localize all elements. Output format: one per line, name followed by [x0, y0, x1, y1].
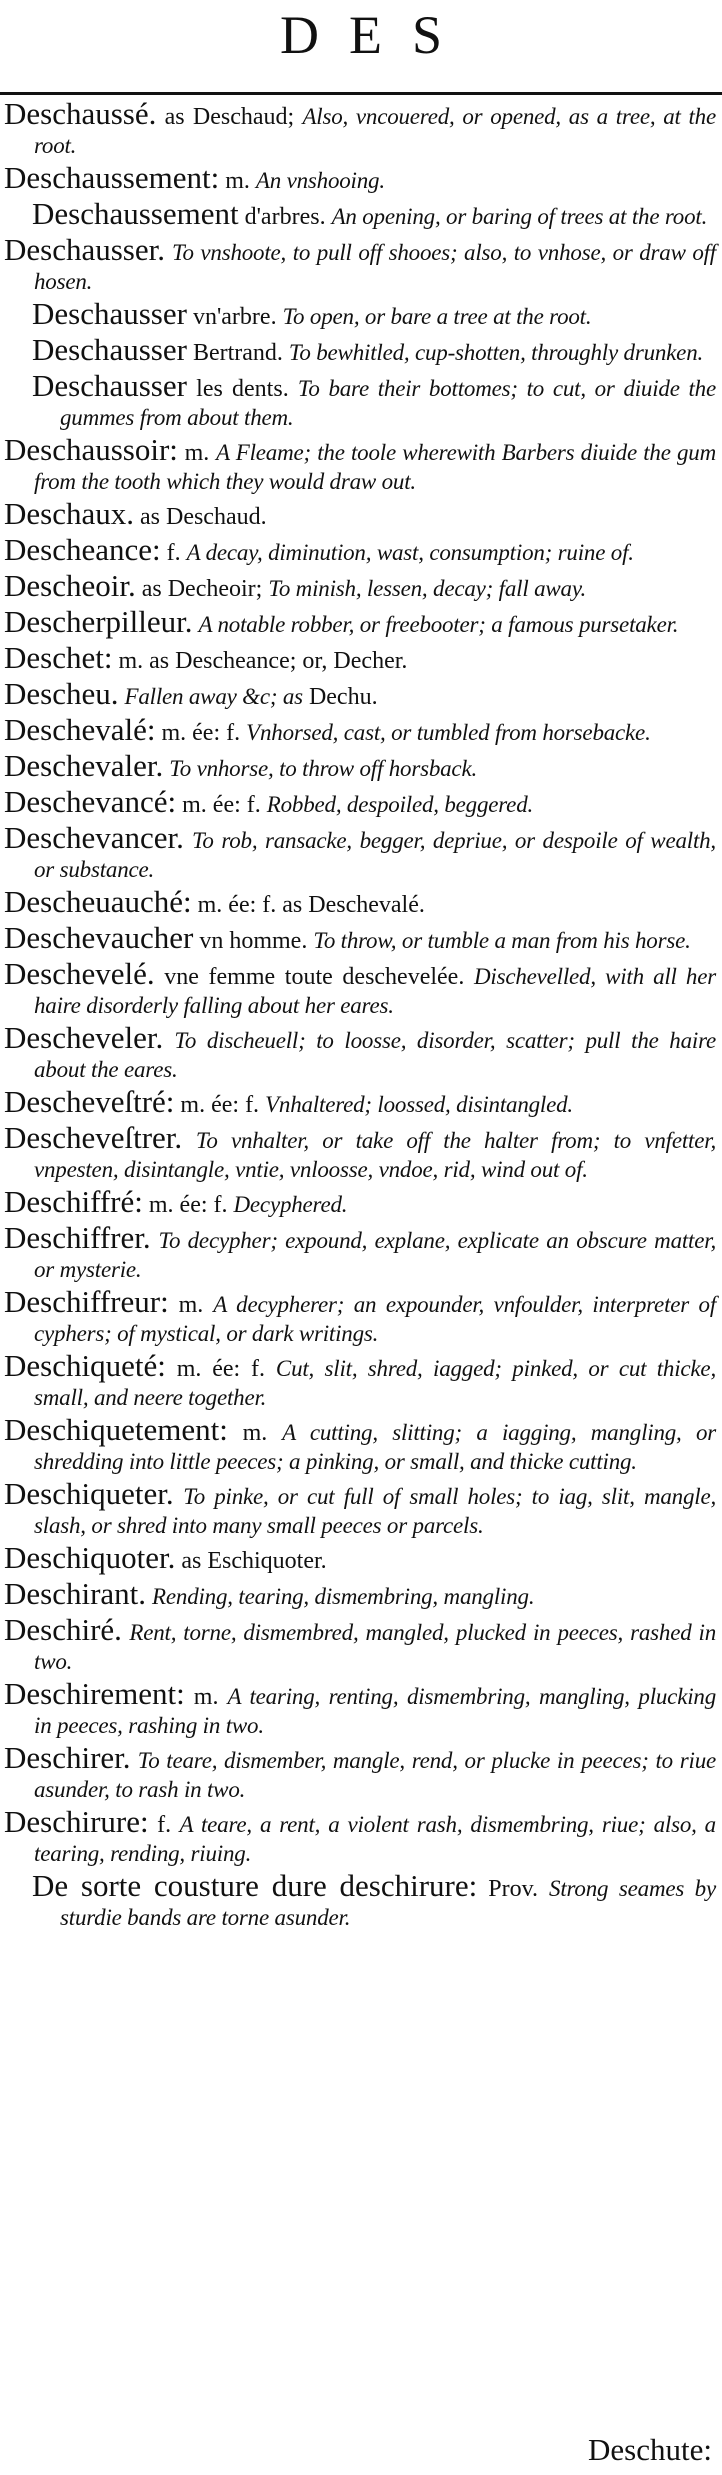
- definition: To bare their bottomes; to cut, or diuide the gummes from about them.: [60, 376, 716, 430]
- headword: Descheuauché:: [4, 884, 192, 919]
- dictionary-entry: [4, 1576, 716, 1611]
- definition: A decay, diminution, wast, consumption; ruine of.: [186, 540, 634, 565]
- grammar-note: [174, 1484, 184, 1510]
- headword: Deschiquetement:: [4, 1412, 228, 1447]
- cross-reference: Decheoir;: [167, 576, 269, 602]
- definition: Dischevelled, with all her haire disorderly falling about her eares.: [34, 964, 716, 1018]
- definition: To vnshoote, to pull off shooes; also, to vnhose, or draw off hosen.: [34, 240, 716, 294]
- grammar-note: vn homme.: [193, 928, 314, 954]
- headword: Descheveſtrer.: [4, 1120, 183, 1155]
- dictionary-entry: [4, 884, 716, 919]
- headword: Descherpilleur.: [4, 604, 193, 639]
- headword: Deschausser.: [4, 232, 165, 267]
- headword: Deschaussé.: [4, 96, 157, 131]
- definition: To pinke, or cut full of small holes; to iag, slit, mangle, slash, or shred into many small peeces or parcels.: [34, 1484, 717, 1538]
- cross-reference: Deschevalé.: [308, 892, 425, 918]
- definition: A teare, a rent, a violent rash, dismembring, riue; also, a tearing, rending, riuing.: [34, 1812, 716, 1866]
- definition: Robbed, despoiled, beggered.: [266, 792, 534, 817]
- grammar-note: as: [135, 576, 168, 602]
- headword: Deschirant.: [4, 1576, 147, 1611]
- dictionary-entry: [4, 332, 716, 367]
- headword: Deschiffrer.: [4, 1220, 151, 1255]
- dictionary-entry: [4, 956, 716, 1019]
- headword: Deschevalé:: [4, 712, 156, 747]
- headword: Deschirer.: [4, 1740, 131, 1775]
- dictionary-entry: [4, 920, 716, 955]
- headword: Deschirure:: [4, 1804, 149, 1839]
- dictionary-entry: [4, 1120, 716, 1183]
- dictionary-entry: [4, 1184, 716, 1219]
- dictionary-entry: [4, 532, 716, 567]
- dictionary-entry: [4, 1412, 716, 1475]
- dictionary-entry: [4, 1612, 716, 1675]
- definition: Rent, torne, dismembred, mangled, plucked in peeces, rashed in two.: [34, 1620, 716, 1674]
- dictionary-entry: [4, 1676, 716, 1739]
- grammar-note: f.: [148, 1812, 180, 1838]
- dictionary-entry: [4, 1348, 716, 1411]
- headword: Deschiqueter.: [4, 1476, 174, 1511]
- grammar-note: [163, 1028, 174, 1054]
- definition: Cut, slit, shred, iagged; pinked, or cut thicke, small, and neere together.: [34, 1356, 716, 1410]
- definition: Fallen away &c; as: [124, 684, 303, 709]
- grammar-note: vn'arbre.: [186, 304, 283, 330]
- cross-reference: Eschiquoter.: [207, 1548, 327, 1574]
- dictionary-entry: [4, 676, 716, 711]
- grammar-note: Bertrand.: [186, 340, 289, 366]
- definition: A decypherer; an expounder, vnfoulder, interpreter of cyphers; of mystical, or dark writings.: [34, 1292, 717, 1346]
- definition: A tearing, renting, dismembring, mangling, plucking in peeces, rashing in two.: [34, 1684, 716, 1738]
- grammar-note: m.: [227, 1420, 283, 1446]
- dictionary-entry: [4, 368, 716, 431]
- headword: De sorte cousture dure deschirure:: [32, 1868, 478, 1903]
- definition: To teare, dismember, mangle, rend, or plucke in peeces; to riue asunder, to rash in two.: [34, 1748, 716, 1802]
- grammar-note: m. as: [112, 648, 176, 674]
- dictionary-entry: [4, 640, 716, 675]
- headword: Deschevaucher: [4, 920, 194, 955]
- definition: A notable robber, or freebooter; a famous pursetaker.: [198, 612, 679, 637]
- headword: Deschaussement:: [4, 160, 220, 195]
- grammar-note: f.: [160, 540, 187, 566]
- cross-reference: Deschaud;: [192, 104, 303, 130]
- headword: Descheveler.: [4, 1020, 164, 1055]
- definition: An vnshooing.: [255, 168, 385, 193]
- dictionary-entry: [4, 432, 716, 495]
- dictionary-entry: [4, 712, 716, 747]
- grammar-note: m.: [184, 1684, 228, 1710]
- headword: Deschet:: [4, 640, 113, 675]
- definition: Strong seames by sturdie bands are torne asunder.: [60, 1876, 716, 1930]
- headword: Descheoir.: [4, 568, 136, 603]
- definition: To vnhorse, to throw off horsback.: [169, 756, 477, 781]
- definition: A cutting, slitting; a iagging, mangling, or shredding into little peeces; a pinking, or small, and thicke cutting.: [34, 1420, 716, 1474]
- dictionary-entry: [4, 568, 716, 603]
- dictionary-entry: [4, 820, 716, 883]
- headword: Deschaussoir:: [4, 432, 178, 467]
- grammar-note: as: [156, 104, 193, 130]
- headword: Deschiquoter.: [4, 1540, 176, 1575]
- grammar-note: m. ée: f.: [142, 1192, 234, 1218]
- grammar-note: m. ée: f.: [174, 1092, 266, 1118]
- catchword: Deschute:: [588, 2432, 712, 2467]
- grammar-note: [131, 1748, 138, 1774]
- dictionary-entry: [4, 232, 716, 295]
- entries-column: [4, 96, 717, 1936]
- grammar-note: m.: [168, 1292, 214, 1318]
- headword: Deschausser: [32, 296, 187, 331]
- headword: Descheveſtré:: [4, 1084, 175, 1119]
- dictionary-entry: [4, 1540, 716, 1575]
- definition: To discheuell; to loosse, disorder, scatter; pull the haire about the eares.: [34, 1028, 717, 1082]
- headword: Deschausser: [32, 368, 187, 403]
- dictionary-entry: [4, 96, 716, 159]
- grammar-note: m. ée: f. as: [191, 892, 309, 918]
- grammar-note: m. ée: f.: [155, 720, 247, 746]
- running-head: DES: [279, 5, 472, 65]
- definition-continued: To minish, lessen, decay; fall away.: [268, 576, 587, 601]
- cross-reference: Descheance; or, Decher.: [175, 648, 408, 674]
- dictionary-entry: [4, 160, 716, 195]
- dictionary-entry: [4, 1804, 716, 1867]
- dictionary-entry: [4, 1020, 717, 1083]
- dictionary-entry: [4, 604, 716, 639]
- cross-reference: Dechu.: [302, 684, 378, 710]
- grammar-note: [182, 1128, 196, 1154]
- dictionary-entry: [4, 1868, 716, 1931]
- grammar-note: as: [133, 504, 166, 530]
- headword: Deschevaler.: [4, 748, 164, 783]
- grammar-note: as: [175, 1548, 208, 1574]
- grammar-note: [165, 240, 172, 266]
- grammar-note: Prov.: [477, 1876, 550, 1902]
- dictionary-entry: [4, 1084, 716, 1119]
- definition: An opening, or baring of trees at the root.: [331, 204, 708, 229]
- definition: Rending, tearing, dismembring, mangling.: [152, 1584, 535, 1609]
- definition: To rob, ransacke, begger, depriue, or despoile of wealth, or substance.: [34, 828, 716, 882]
- dictionary-entry: [4, 496, 716, 531]
- dictionary-entry: [4, 1220, 717, 1283]
- dictionary-entry: [4, 784, 716, 819]
- grammar-note: les dents.: [186, 376, 298, 402]
- grammar-note: m. ée: f.: [176, 792, 267, 818]
- cross-reference: Deschaud.: [165, 504, 267, 530]
- header-rule: [0, 92, 722, 95]
- definition: Vnhorsed, cast, or tumbled from horsebacke.: [246, 720, 651, 745]
- definition: A Fleame; the toole wherewith Barbers diuide the gum from the tooth which they would draw out.: [34, 440, 716, 494]
- grammar-note: [184, 828, 192, 854]
- dictionary-entry: [4, 1740, 716, 1803]
- dictionary-entry: [4, 296, 716, 331]
- headword: Deschevancé:: [4, 784, 177, 819]
- headword: Deschiré.: [4, 1612, 122, 1647]
- grammar-note: m. ée: f.: [165, 1356, 276, 1382]
- headword: Deschevancer.: [4, 820, 184, 855]
- headword: Deschaux.: [4, 496, 134, 531]
- grammar-note: m.: [219, 168, 256, 194]
- dictionary-entry: [4, 196, 716, 231]
- definition: To vnhalter, or take off the halter from; to vnfetter, vnpesten, disintangle, vntie, vnloosse, vndoe, rid, wind out of.: [34, 1128, 716, 1182]
- dictionary-entry: [4, 1476, 717, 1539]
- dictionary-entry: [4, 1284, 717, 1347]
- definition: To throw, or tumble a man from his horse.: [313, 928, 691, 953]
- dictionary-entry: [4, 748, 716, 783]
- headword: Deschirement:: [4, 1676, 185, 1711]
- grammar-note: m.: [177, 440, 217, 466]
- grammar-note: d'arbres.: [238, 204, 332, 230]
- definition-continued: Also, vncouered, or opened, as a tree, at the root.: [34, 104, 716, 158]
- definition: To open, or bare a tree at the root.: [282, 304, 592, 329]
- headword: Deschiqueté:: [4, 1348, 166, 1383]
- headword: Deschiffré:: [4, 1184, 143, 1219]
- definition: To decypher; expound, explane, explicate an obscure matter, or mysterie.: [34, 1228, 717, 1282]
- headword: Deschaussement: [32, 196, 239, 231]
- grammar-note: vne femme toute deschevelée.: [154, 964, 474, 990]
- headword: Deschiffreur:: [4, 1284, 169, 1319]
- definition: To bewhitled, cup-shotten, throughly drunken.: [288, 340, 704, 365]
- headword: Deschausser: [32, 332, 187, 367]
- definition: Decyphered.: [233, 1192, 348, 1217]
- definition: Vnhaltered; loossed, disintangled.: [265, 1092, 573, 1117]
- headword: Deschevelé.: [4, 956, 155, 991]
- headword: Descheance:: [4, 532, 161, 567]
- headword: Descheu.: [4, 676, 119, 711]
